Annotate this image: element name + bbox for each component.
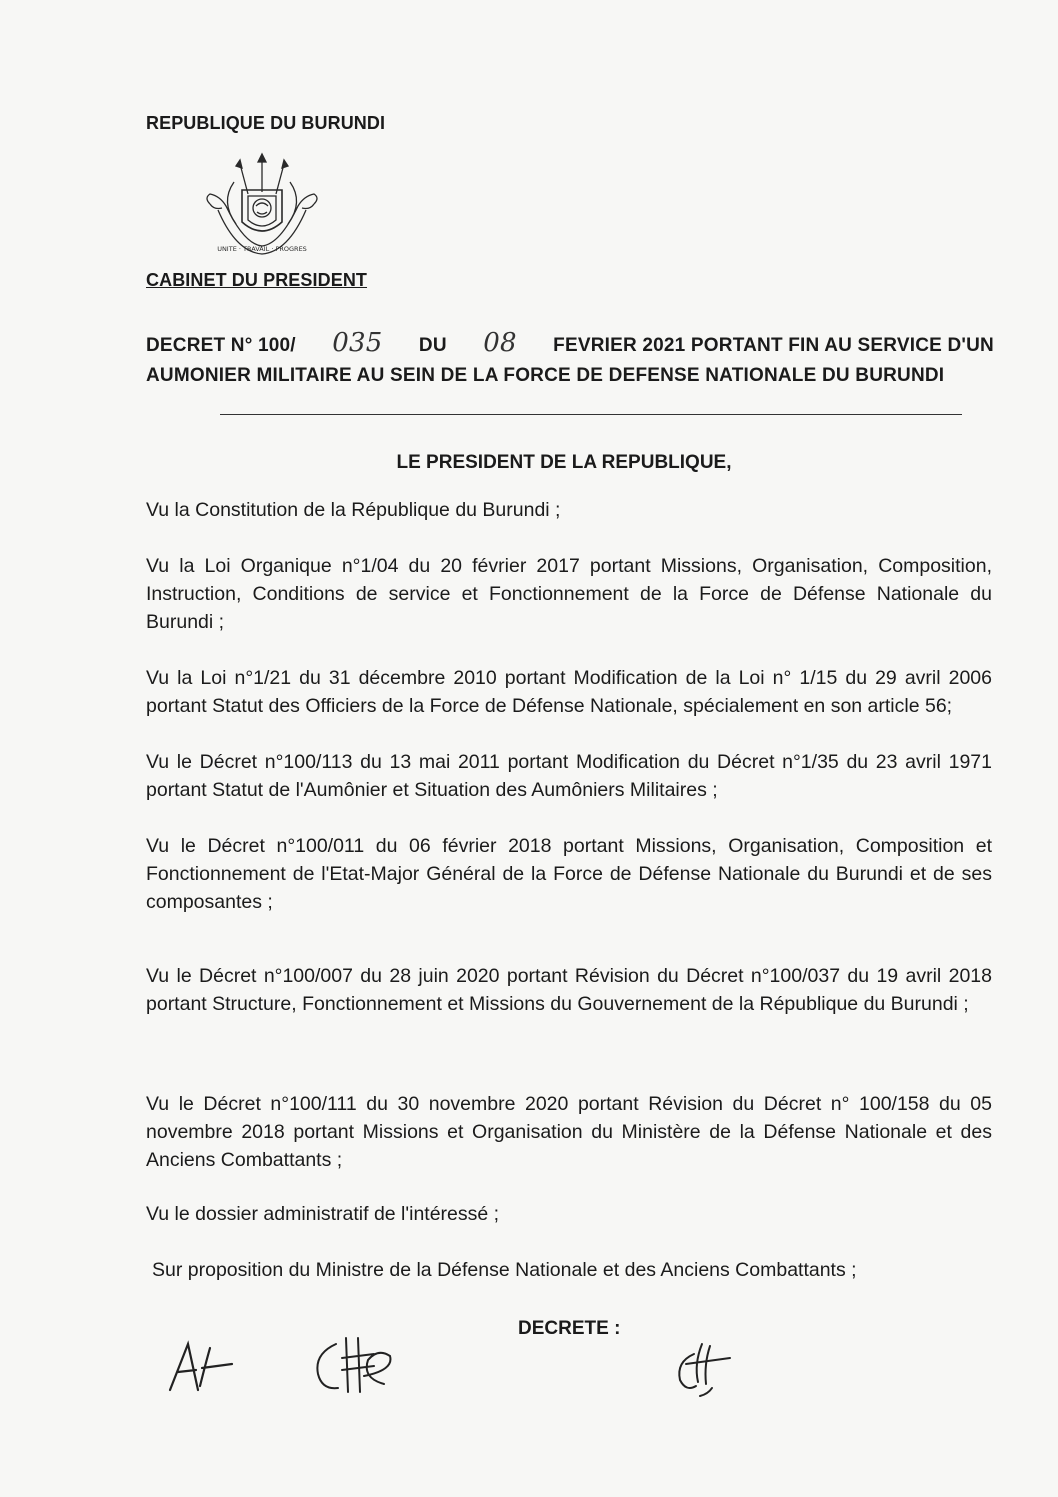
cabinet-header: CABINET DU PRESIDENT (146, 270, 368, 290)
decree-day-handwritten: 08 (483, 328, 517, 358)
consideration-decret-100-011: Vu le Décret n°100/011 du 06 février 2018 portant Missions, Organisation, Composition et Fonctionnement de l'Etat-Major Général de la Force de Défense Nationale du Burundi et de ses composantes ; (146, 835, 992, 913)
consideration-loi-organique: Vu la Loi Organique n°1/04 du 20 février 2017 portant Missions, Organisation, Composition, Instruction, Conditions de service et Fonctionnement de la Force de Défense Nationale du Burundi ; (146, 555, 992, 633)
consideration-loi-1-21: Vu la Loi n°1/21 du 31 décembre 2010 portant Modification de la Loi n° 1/15 du 29 avril 2006 portant Statut des Officiers de la Force de Défense Nationale, spécialement en son article 56; (146, 667, 992, 717)
decree-title-line1-rest: FEVRIER 2021 PORTANT FIN AU SERVICE D'UN (553, 335, 994, 356)
coat-of-arms-emblem (196, 152, 328, 264)
consideration-constitution: Vu la Constitution de la République du Burundi ; (146, 499, 561, 521)
president-heading: LE PRESIDENT DE LA REPUBLIQUE, (396, 452, 732, 473)
decree-title (146, 328, 994, 391)
decrete-heading: DECRETE : (518, 1318, 621, 1339)
consideration-decret-100-111: Vu le Décret n°100/111 du 30 novembre 2020 portant Révision du Décret n° 100/158 du 05 novembre 2018 portant Missions et Organisation du Ministère de la Défense Nationale et des Anciens Combattants ; (146, 1093, 992, 1171)
consideration-decret-100-007: Vu le Décret n°100/007 du 28 juin 2020 portant Révision du Décret n°100/037 du 19 avril 2018 portant Structure, Fonctionnement et Missions du Gouvernement de la République du Burundi ; (146, 965, 992, 1015)
decree-number-prefix: DECRET N° 100/ (146, 335, 296, 356)
initials-signature-1 (160, 1328, 240, 1408)
decree-du-label: DU (418, 335, 447, 356)
decree-number-handwritten: 035 (332, 328, 383, 358)
initials-signature-3 (672, 1334, 736, 1404)
decree-title-line2: AUMONIER MILITAIRE AU SEIN DE LA FORCE DE DEFENSE NATIONALE DU BURUNDI (146, 365, 945, 386)
consideration-decret-100-113: Vu le Décret n°100/113 du 13 mai 2011 portant Modification du Décret n°1/35 du 23 avril 1971 portant Statut de l'Aumônier et Situation des Aumôniers Militaires ; (146, 751, 992, 801)
consideration-dossier: Vu le dossier administratif de l'intéressé ; (146, 1203, 500, 1225)
republic-header: REPUBLIQUE DU BURUNDI (146, 113, 386, 133)
consideration-proposition: Sur proposition du Ministre de la Défense Nationale et des Anciens Combattants ; (152, 1259, 857, 1281)
title-divider (220, 414, 962, 415)
svg-text:UNITE · TRAVAIL · PROGRES: UNITE · TRAVAIL · PROGRES (217, 245, 307, 253)
initials-signature-2 (308, 1330, 404, 1402)
